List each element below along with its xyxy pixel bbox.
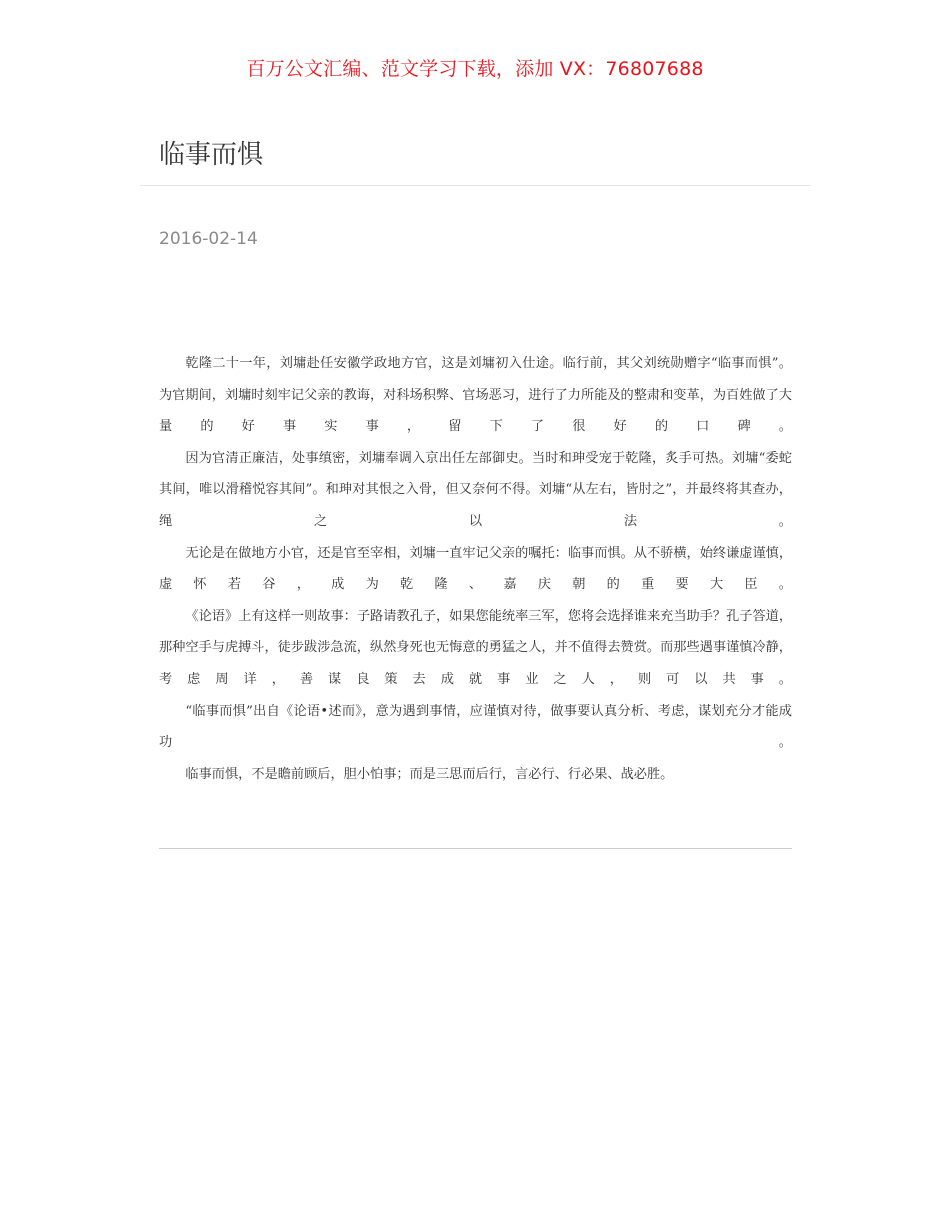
article-body bbox=[159, 348, 792, 790]
title-divider bbox=[140, 185, 811, 186]
paragraph: 无论是在做地方小官，还是官至宰相，刘墉一直牢记父亲的嘱托：临事而惧。从不骄横，始终谦虚谨慎，虚怀若谷，成为乾隆、嘉庆朝的重要大臣。 bbox=[159, 545, 793, 593]
paragraph: 《论语》上有这样一则故事：子路请教孔子，如果您能统率三军，您将会选择谁来充当助手？孔子答道，那种空手与虎搏斗，徒步跋涉急流，纵然身死也无悔意的勇猛之人，并不值得去赞赏。而那些遇事谨慎冷静，考虑周详，善谋良策去成就事业之人，则可以共事。 bbox=[159, 608, 793, 687]
paragraph: “临事而惧”出自《论语•述而》，意为遇到事情，应谨慎对待，做事要认真分析、考虑，谋划充分才能成功。 bbox=[159, 703, 792, 751]
paragraph: 因为官清正廉洁，处事缜密，刘墉奉调入京出任左部御史。当时和珅受宠于乾隆，炙手可热。刘墉“委蛇其间，唯以滑稽悦容其间”。和珅对其恨之入骨，但又奈何不得。刘墉“从左右，皆肘之”，并最终将其查办，绳之以法。 bbox=[159, 450, 792, 529]
publish-date: 2016-02-14 bbox=[159, 229, 258, 249]
article-title: 临事而惧 bbox=[159, 140, 264, 170]
paragraph: 乾隆二十一年，刘墉赴任安徽学政地方官，这是刘墉初入仕途。临行前，其父刘统勋赠字“临事而惧”。为官期间，刘墉时刻牢记父亲的教诲，对科场积弊、官场恶习，进行了力所能及的整肃和变革，为百姓做了大量的好事实事，留下了很好的口碑。 bbox=[159, 356, 792, 435]
promo-banner: 百万公文汇编、范文学习下载，添加 VX：76807688 bbox=[246, 58, 704, 80]
article-bottom-divider bbox=[159, 848, 792, 849]
paragraph: 临事而惧，不是瞻前顾后，胆小怕事；而是三思而后行，言必行、行必果、战必胜。 bbox=[185, 766, 674, 782]
